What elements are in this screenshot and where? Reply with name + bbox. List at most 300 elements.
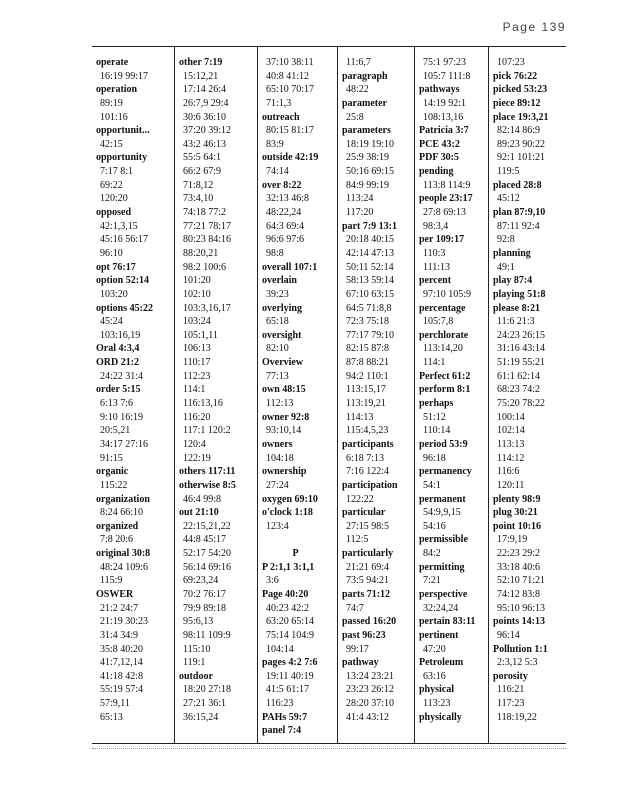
index-reference: 26:7,9 29:4	[183, 97, 229, 109]
index-reference: 73:5 94:21	[346, 575, 390, 587]
index-reference: 115:22	[100, 479, 128, 491]
index-reference: 54:16	[423, 520, 446, 532]
index-reference: 79:9 89:18	[183, 602, 227, 614]
index-reference: 45:16 56:17	[100, 234, 149, 246]
index-term: parameter	[342, 97, 387, 109]
index-term: P 2:1,1 3:1,1	[262, 561, 315, 573]
index-reference: 69:22	[100, 179, 123, 191]
index-reference: 75:14 104:9	[266, 629, 315, 641]
index-reference: 35:8 40:20	[100, 643, 144, 655]
index-reference: 112:13	[266, 398, 294, 410]
index-reference: 105:1,11	[183, 329, 218, 341]
index-reference: 45:12	[497, 193, 520, 205]
index-reference: 108:13,16	[423, 111, 464, 123]
index-reference: 2:3,12 5:3	[497, 657, 538, 669]
index-reference: 97:10 105:9	[423, 288, 472, 300]
index-reference: 93:10,14	[266, 425, 302, 437]
index-reference: 114:13	[346, 411, 374, 423]
index-term: original 30:8	[96, 548, 151, 560]
index-reference: 77:21 78:17	[183, 220, 232, 232]
index-reference: 74:14	[266, 166, 289, 178]
index-reference: 21:2 24:7	[100, 602, 139, 614]
index-reference: 30:6 36:10	[183, 111, 227, 123]
index-term: permanent	[419, 493, 466, 505]
index-reference: 17:9,19	[497, 534, 528, 546]
index-column-3	[258, 47, 338, 743]
index-term: points 14:13	[493, 616, 545, 628]
index-reference: 43:2 46:13	[183, 138, 227, 150]
index-reference: 84:9 99:19	[346, 179, 390, 191]
index-term: past 96:23	[342, 629, 386, 641]
index-reference: 87:11 92:4	[497, 220, 540, 232]
index-term: Overview	[262, 357, 304, 369]
index-term: Petroleum	[419, 657, 464, 669]
footer-rule	[92, 748, 566, 749]
index-reference: 101:20	[183, 275, 211, 287]
index-column-2	[175, 47, 258, 743]
index-term: perform 8:1	[419, 384, 471, 396]
index-reference: 123:4	[266, 520, 289, 532]
index-reference: 63:20 65:14	[266, 616, 315, 628]
index-reference: 75:1 97:23	[423, 57, 467, 68]
index-term: PDF 30:5	[419, 152, 459, 164]
section-letter: P	[292, 548, 299, 560]
index-reference: 104:14	[266, 643, 294, 655]
index-reference: 119:1	[183, 657, 206, 669]
index-term: placed 28:8	[493, 179, 542, 191]
index-term: opportunit...	[96, 125, 150, 137]
index-term: o'clock 1:18	[262, 507, 313, 519]
index-reference: 48:22	[346, 84, 369, 96]
index-reference: 74:7	[346, 602, 364, 614]
index-reference: 7:16 122:4	[346, 466, 390, 478]
index-reference: 7:21	[423, 575, 441, 587]
index-reference: 112:23	[183, 370, 211, 382]
index-term: pick 76:22	[493, 70, 538, 82]
index-term: own 48:15	[262, 384, 306, 396]
index-term: pathway	[342, 657, 379, 669]
index-term: planning	[493, 247, 531, 259]
index-reference: 50:11 52:14	[346, 261, 394, 273]
index-reference: 104:18	[266, 452, 294, 464]
index-reference: 7:17 8:1	[100, 166, 134, 178]
index-reference: 120:11	[497, 479, 525, 491]
index-reference: 14:19 92:1	[423, 97, 467, 109]
index-reference: 119:5	[497, 166, 520, 178]
index-reference: 122:22	[346, 493, 374, 505]
index-reference: 83:9	[266, 138, 284, 150]
index-reference: 20:18 40:15	[346, 234, 395, 246]
index-term: picked 53:23	[493, 84, 548, 96]
index-term: perspective	[419, 588, 468, 600]
index-term: option 52:14	[96, 275, 150, 287]
index-term: Page 40:20	[262, 588, 309, 600]
index-reference: 84:2	[423, 548, 441, 560]
index-reference: 33:18 40:6	[497, 561, 541, 573]
index-reference: 68:23 74:2	[497, 384, 541, 396]
index-term: opposed	[96, 207, 132, 219]
index-term: plenty 98:9	[493, 493, 541, 505]
index-reference: 96:14	[497, 629, 520, 641]
index-reference: 95:6,13	[183, 616, 214, 628]
index-reference: 69:23,24	[183, 575, 219, 587]
index-reference: 51:19 55:21	[497, 357, 546, 369]
index-reference: 51:12	[423, 411, 446, 423]
index-reference: 7:8 20:6	[100, 534, 134, 546]
index-reference: 115:4,5,23	[346, 425, 389, 437]
index-term: pending	[419, 166, 454, 178]
index-reference: 75:20 78:22	[497, 398, 546, 410]
index-reference: 20:5,21	[100, 425, 131, 437]
index-reference: 66:2 67:9	[183, 166, 222, 178]
index-reference: 116:20	[183, 411, 211, 423]
index-reference: 71:8,12	[183, 179, 214, 191]
index-reference: 55:19 57:4	[100, 684, 144, 696]
index-term: part 7:9 13:1	[342, 220, 397, 232]
index-reference: 42:1,3,15	[100, 220, 138, 232]
index-reference: 91:15	[100, 452, 123, 464]
index-reference: 52:17 54:20	[183, 548, 232, 560]
index-reference: 82:10	[266, 343, 289, 355]
index-reference: 18:20 27:18	[183, 684, 232, 696]
index-term: out 21:10	[179, 507, 219, 519]
index-reference: 89:23 90:22	[497, 138, 546, 150]
index-term: period 53:9	[419, 438, 468, 450]
index-term: physically	[419, 711, 462, 723]
index-term: plan 87:9,10	[493, 207, 546, 219]
index-reference: 45:24	[100, 316, 123, 328]
index-reference: 92:8	[497, 234, 515, 246]
index-reference: 113:23	[423, 698, 451, 710]
index-reference: 115:10	[183, 643, 211, 655]
index-reference: 96:18	[423, 452, 446, 464]
index-reference: 117:23	[497, 698, 525, 710]
index-term: organic	[96, 466, 129, 478]
index-reference: 50:16 69:15	[346, 166, 395, 178]
index-reference: 64:5 71:8,8	[346, 302, 392, 314]
index-reference: 25:9 38:19	[346, 152, 390, 164]
index-term: Perfect 61:2	[419, 370, 471, 382]
index-reference: 27:24	[266, 479, 289, 491]
index-reference: 27:8 69:13	[423, 207, 467, 219]
index-term: ORD 21:2	[96, 357, 140, 369]
index-term: Patricia 3:7	[419, 125, 469, 137]
index-reference: 74:18 77:2	[183, 207, 227, 219]
index-reference: 116:21	[497, 684, 525, 696]
index-term: play 87:4	[493, 275, 533, 287]
index-reference: 40:8 41:12	[266, 70, 310, 82]
index-reference: 57:9,11	[100, 698, 130, 710]
index-reference: 101:16	[100, 111, 128, 123]
index-reference: 65:13	[100, 711, 123, 723]
index-reference: 27:21 36:1	[183, 698, 227, 710]
index-reference: 99:17	[346, 643, 369, 655]
index-reference: 89:19	[100, 97, 123, 109]
index-term: playing 51:8	[493, 288, 546, 300]
index-reference: 77:13	[266, 370, 289, 382]
index-reference: 114:1	[423, 357, 446, 369]
index-reference: 117:1 120:2	[183, 425, 231, 437]
index-reference: 103:20	[100, 288, 128, 300]
index-reference: 107:23	[497, 57, 525, 68]
index-reference: 98:11 109:9	[183, 629, 231, 641]
index-reference: 113:13	[497, 438, 525, 450]
index-reference: 110:3	[423, 247, 446, 259]
index-term: operation	[96, 84, 138, 96]
index-reference: 18:19 19:10	[346, 138, 395, 150]
index-term: point 10:16	[493, 520, 542, 532]
index-term: pages 4:2 7:6	[262, 657, 318, 669]
index-reference: 88:20,21	[183, 247, 219, 259]
index-reference: 40:23 42:2	[266, 602, 310, 614]
index-term: overlying	[262, 302, 302, 314]
index-reference: 31:16 43:14	[497, 343, 546, 355]
index-term: panel 7:4	[262, 725, 302, 737]
index-reference: 22:15,21,22	[183, 520, 231, 532]
index-term: otherwise 8:5	[179, 479, 236, 491]
index-reference: 41:5 61:17	[266, 684, 310, 696]
index-reference: 31:4 34:9	[100, 629, 139, 641]
index-reference: 98:3,4	[423, 220, 449, 232]
index-term: organization	[96, 493, 150, 505]
index-term: operate	[96, 57, 129, 68]
index-term: place 19:3,21	[493, 111, 549, 123]
index-reference: 41:18 42:8	[100, 670, 144, 682]
index-reference: 73:4,10	[183, 193, 214, 205]
index-reference: 36:15,24	[183, 711, 219, 723]
index-reference: 103:3,16,17	[183, 302, 231, 314]
index-reference: 110:14	[423, 425, 451, 437]
index-reference: 6:13 7:6	[100, 398, 134, 410]
index-reference: 77:17 79:10	[346, 329, 395, 341]
index-reference: 102:14	[497, 425, 525, 437]
index-term: PAHs 59:7	[262, 711, 308, 723]
index-term: parameters	[342, 125, 391, 137]
index-reference: 110:17	[183, 357, 211, 369]
spacer	[262, 533, 337, 547]
index-reference: 82:15 87:8	[346, 343, 390, 355]
index-term: outside 42:19	[262, 152, 319, 164]
index-term: permanency	[419, 466, 472, 478]
index-term: parts 71:12	[342, 588, 391, 600]
index-column-4	[338, 47, 415, 743]
index-reference: 105:7,8	[423, 316, 454, 328]
index-column-5	[415, 47, 489, 743]
index-term: perhaps	[419, 398, 454, 410]
index-term: outreach	[262, 111, 300, 123]
index-term: others 117:11	[179, 466, 236, 478]
index-reference: 80:15 81:17	[266, 125, 315, 137]
index-column-6	[489, 47, 566, 743]
index-reference: 64:3 69:4	[266, 220, 305, 232]
index-reference: 102:10	[183, 288, 211, 300]
index-term: piece 89:12	[493, 97, 541, 109]
index-term: oversight	[262, 329, 302, 341]
index-reference: 46:4 99:8	[183, 493, 222, 505]
index-reference: 48:24 109:6	[100, 561, 149, 573]
index-reference: 8:24 66:10	[100, 507, 144, 519]
index-reference: 63:16	[423, 670, 446, 682]
index-reference: 39:23	[266, 288, 289, 300]
index-reference: 74:12 83:8	[497, 588, 541, 600]
index-reference: 41:7,12,14	[100, 657, 143, 669]
index-reference: 56:14 69:16	[183, 561, 232, 573]
index-term: oxygen 69:10	[262, 493, 318, 505]
index-term: pertinent	[419, 629, 459, 641]
index-reference: 48:22,24	[266, 207, 302, 219]
index-reference: 37:10 38:11	[266, 57, 314, 68]
index-term: porosity	[493, 670, 528, 682]
index-term: please 8:21	[493, 302, 540, 314]
index-reference: 67:10 63:15	[346, 288, 395, 300]
index-reference: 22:23 29:2	[497, 548, 541, 560]
index-reference: 52:10 71:21	[497, 575, 546, 587]
index-term: particular	[342, 507, 386, 519]
index-reference: 21:21 69:4	[346, 561, 390, 573]
index-reference: 27:15 98:5	[346, 520, 390, 532]
index-reference: 111:13	[423, 261, 451, 273]
index-reference: 95:10 96:13	[497, 602, 546, 614]
index-reference: 70:2 76:17	[183, 588, 227, 600]
index-term: owner 92:8	[262, 411, 310, 423]
index-term: particularly	[342, 548, 394, 560]
index-term: other 7:19	[179, 57, 223, 68]
index-term: participation	[342, 479, 398, 491]
index-reference: 98:2 100:6	[183, 261, 227, 273]
index-reference: 87:8 88:21	[346, 357, 390, 369]
index-reference: 16:19 99:17	[100, 70, 149, 82]
index-reference: 47:20	[423, 643, 446, 655]
index-reference: 11:6 21:3	[497, 316, 535, 328]
index-reference: 100:14	[497, 411, 525, 423]
index-reference: 65:18	[266, 316, 289, 328]
index-reference: 116:6	[497, 466, 520, 478]
index-term: people 23:17	[419, 193, 473, 205]
index-reference: 106:13	[183, 343, 211, 355]
index-reference: 113:19,21	[346, 398, 386, 410]
index-term: perchlorate	[419, 329, 469, 341]
index-reference: 54:9,9,15	[423, 507, 461, 519]
index-reference: 41:4 43:12	[346, 711, 390, 723]
index-term: ownership	[262, 466, 307, 478]
index-reference: 3:6	[266, 575, 279, 587]
index-reference: 71:1,3	[266, 97, 292, 109]
index-term: percent	[419, 275, 452, 287]
index-term: over 8:22	[262, 179, 302, 191]
index-reference: 42:15	[100, 138, 123, 150]
index-reference: 61:1 62:14	[497, 370, 541, 382]
index-reference: 32:13 46:8	[266, 193, 310, 205]
index-term: permitting	[419, 561, 465, 573]
index-term: overlain	[262, 275, 297, 287]
index-reference: 113:24	[346, 193, 374, 205]
index-reference: 112:5	[346, 534, 369, 546]
index-reference: 24:22 31:4	[100, 370, 144, 382]
index-reference: 55:5 64:1	[183, 152, 222, 164]
index-table	[92, 46, 566, 744]
index-reference: 94:2 110:1	[346, 370, 389, 382]
index-reference: 11:6,7	[346, 57, 371, 68]
index-reference: 115:9	[100, 575, 123, 587]
index-reference: 116:13,16	[183, 398, 223, 410]
index-reference: 96:6 97:6	[266, 234, 305, 246]
index-reference: 58:13 59:14	[346, 275, 395, 287]
index-reference: 42:14 47:13	[346, 247, 395, 259]
index-reference: 92:1 101:21	[497, 152, 546, 164]
index-term: OSWER	[96, 588, 134, 600]
index-term: per 109:17	[419, 234, 465, 246]
index-reference: 98:8	[266, 247, 284, 259]
index-reference: 13:24 23:21	[346, 670, 395, 682]
index-reference: 103:16,19	[100, 329, 141, 341]
index-term: owners	[262, 438, 293, 450]
index-term: opt 76:17	[96, 261, 136, 273]
index-reference: 15:12,21	[183, 70, 219, 82]
index-reference: 120:20	[100, 193, 128, 205]
index-term: overall 107:1	[262, 261, 318, 273]
index-column-1	[92, 47, 175, 743]
index-reference: 44:8 45:17	[183, 534, 227, 546]
index-term: passed 16:20	[342, 616, 397, 628]
index-reference: 37:20 39:12	[183, 125, 232, 137]
index-term: organized	[96, 520, 139, 532]
index-reference: 117:20	[346, 207, 374, 219]
index-term: permissible	[419, 534, 468, 546]
index-term: pertain 83:11	[419, 616, 476, 628]
index-reference: 114:12	[497, 452, 525, 464]
index-term: opportunity	[96, 152, 148, 164]
index-term: outdoor	[179, 670, 213, 682]
index-reference: 105:7 111:8	[423, 70, 471, 82]
index-reference: 116:23	[266, 698, 294, 710]
index-reference: 120:4	[183, 438, 206, 450]
index-reference: 6:18 7:13	[346, 452, 385, 464]
index-reference: 118:19,22	[497, 711, 537, 723]
index-term: options 45:22	[96, 302, 153, 314]
index-reference: 28:20 37:10	[346, 698, 395, 710]
index-term: plug 30:21	[493, 507, 538, 519]
index-term: order 5:15	[96, 384, 141, 396]
index-reference: 96:10	[100, 247, 123, 259]
index-term: Oral 4:3,4	[96, 343, 140, 355]
index-term: PCE 43:2	[419, 138, 460, 150]
index-term: percentage	[419, 302, 466, 314]
index-reference: 113:8 114:9	[423, 179, 471, 191]
index-term: paragraph	[342, 70, 388, 82]
index-reference: 34:17 27:16	[100, 438, 149, 450]
index-reference: 65:10 70:17	[266, 84, 315, 96]
index-term: Pollution 1:1	[493, 643, 548, 655]
index-reference: 21:19 30:23	[100, 616, 149, 628]
index-reference: 19:11 40:19	[266, 670, 314, 682]
index-reference: 23:23 26:12	[346, 684, 395, 696]
index-reference: 122:19	[183, 452, 211, 464]
index-reference: 24:23 26:15	[497, 329, 546, 341]
index-reference: 54:1	[423, 479, 441, 491]
index-reference: 114:1	[183, 384, 206, 396]
index-reference: 82:14 86:9	[497, 125, 541, 137]
index-reference: 17:14 26:4	[183, 84, 227, 96]
index-reference: 49:1	[497, 261, 515, 273]
index-reference: 113:14,20	[423, 343, 463, 355]
index-reference: 25:8	[346, 111, 364, 123]
index-reference: 103:24	[183, 316, 211, 328]
index-term: physical	[419, 684, 455, 696]
page-number: Page 139	[502, 20, 566, 34]
index-term: pathways	[419, 84, 460, 96]
index-reference: 72:3 75:18	[346, 316, 390, 328]
index-reference: 32:24,24	[423, 602, 459, 614]
